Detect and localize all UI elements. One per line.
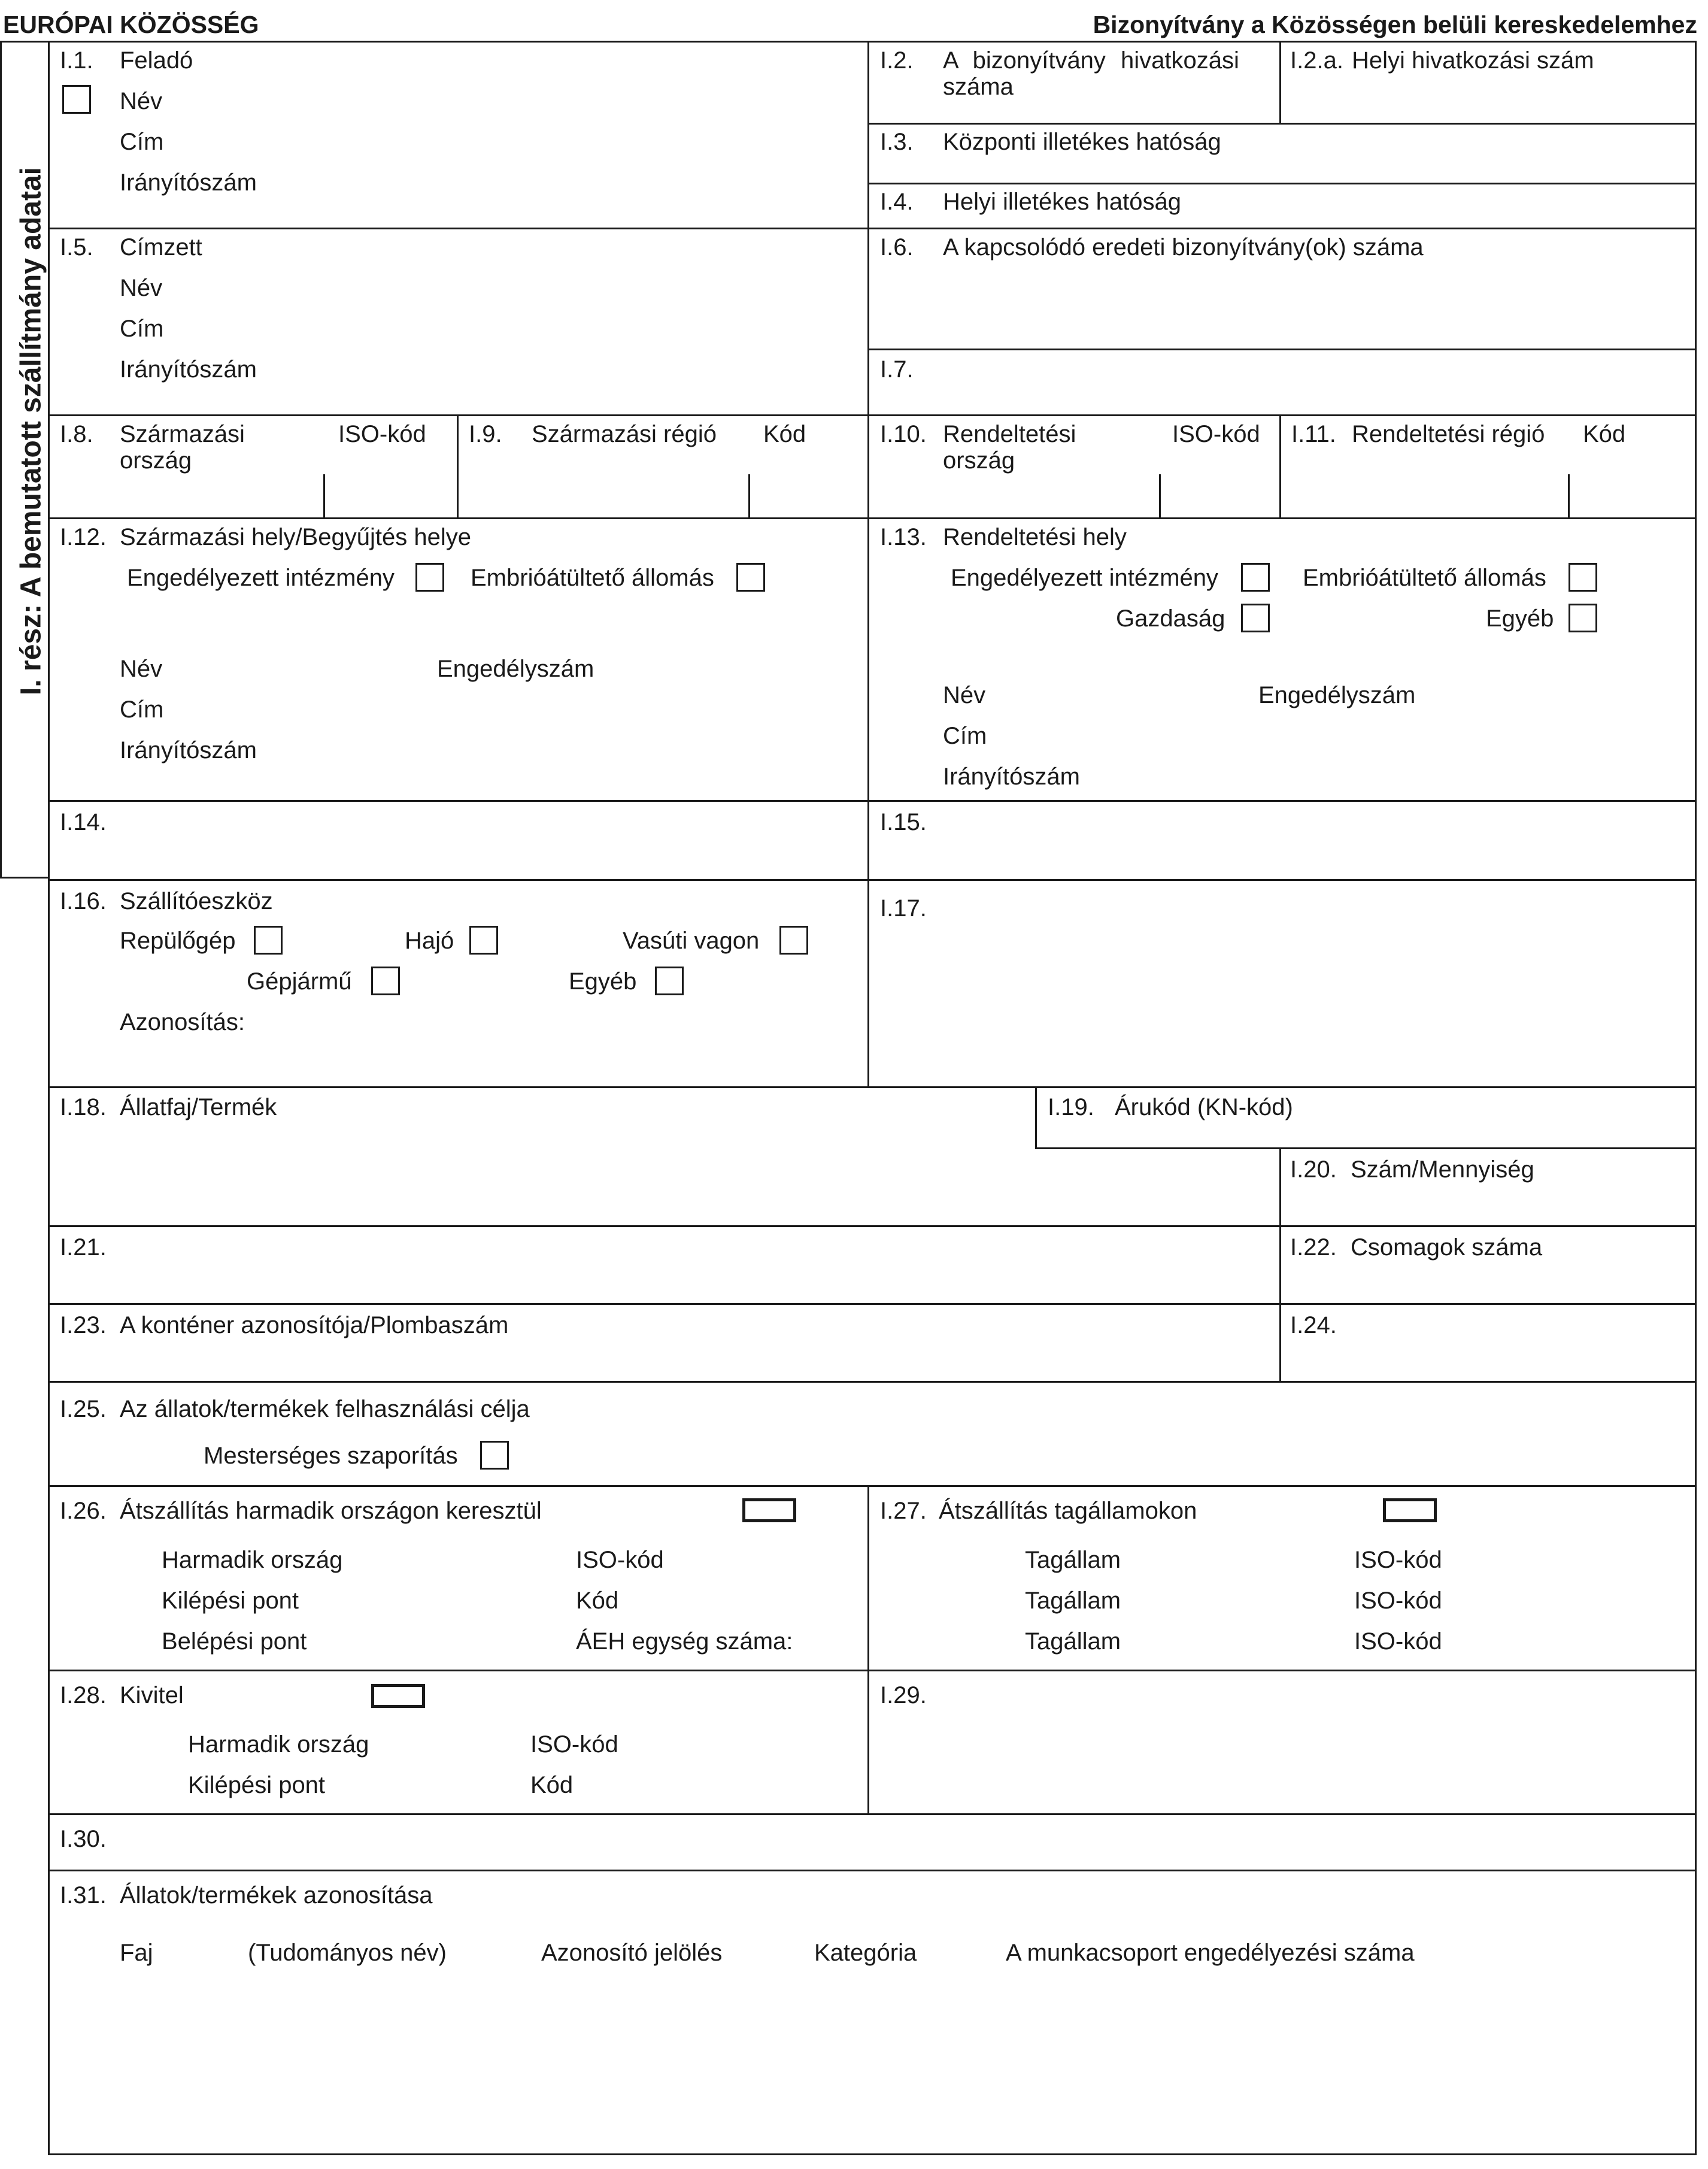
f16-rail-label: Vasúti vagon: [623, 928, 760, 954]
f12-approval-label: Engedélyszám: [437, 656, 594, 682]
f13-embryo-checkbox[interactable]: [1569, 563, 1597, 592]
f25-num: I.25.: [60, 1396, 107, 1422]
f26-iso-label: ISO-kód: [576, 1547, 664, 1573]
f13-address-label: Cím: [943, 723, 987, 749]
f24-num: I.24.: [1290, 1312, 1337, 1338]
f13-other-label: Egyéb: [1486, 605, 1554, 632]
f31-column-identification-mark: Azonosító jelölés: [541, 1940, 723, 1966]
f13-approval-label: Engedélyszám: [1258, 682, 1416, 708]
f7-num: I.7.: [880, 356, 914, 383]
f2-num: I.2.: [880, 47, 914, 74]
f16-plane-label: Repülőgép: [120, 928, 236, 954]
f17-num: I.17.: [880, 895, 927, 922]
f12-embryo-checkbox[interactable]: [736, 563, 765, 592]
f2-title-line2: száma: [943, 74, 1014, 100]
f4-title: Helyi illetékes hatóság: [943, 189, 1181, 215]
f13-approved-checkbox[interactable]: [1241, 563, 1270, 592]
f9-title: Származási régió: [532, 421, 717, 447]
f27-num: I.27.: [880, 1498, 927, 1524]
f4-num: I.4.: [880, 189, 914, 215]
f5-title: Címzett: [120, 234, 202, 260]
f2a-num: I.2.a.: [1290, 47, 1343, 74]
f13-other-checkbox[interactable]: [1569, 604, 1597, 632]
f3-title: Központi illetékes hatóság: [943, 129, 1221, 155]
f10-title-line1: Rendeltetési: [943, 421, 1076, 447]
f13-approved-label: Engedélyezett intézmény: [951, 565, 1218, 591]
f16-ship-checkbox[interactable]: [469, 926, 498, 955]
f12-embryo-label: Embrióátültető állomás: [471, 565, 714, 591]
f26-country-label: Harmadik ország: [162, 1547, 343, 1573]
f28-iso-label: ISO-kód: [530, 1731, 618, 1758]
f11-num: I.11.: [1291, 421, 1336, 447]
f10-code-label: ISO-kód: [1172, 421, 1260, 447]
f27-iso1-label: ISO-kód: [1354, 1547, 1442, 1573]
f28-checkbox[interactable]: [371, 1684, 425, 1708]
f28-num: I.28.: [60, 1682, 107, 1708]
f8-num: I.8.: [60, 421, 93, 447]
f8-title-line1: Származási: [120, 421, 245, 447]
f8-title-line2: ország: [120, 447, 192, 474]
f10-num: I.10.: [880, 421, 927, 447]
f11-code-label: Kód: [1583, 421, 1626, 447]
f28-code-label: Kód: [530, 1772, 574, 1798]
f12-approved-label: Engedélyezett intézmény: [127, 565, 395, 591]
f8-code-label: ISO-kód: [338, 421, 426, 447]
f5-name-label: Név: [120, 275, 163, 301]
f5-zip-label: Irányítószám: [120, 356, 257, 383]
f13-embryo-label: Embrióátültető állomás: [1303, 565, 1546, 591]
f25-option-checkbox[interactable]: [480, 1441, 509, 1470]
f28-country-label: Harmadik ország: [188, 1731, 369, 1758]
f27-iso3-label: ISO-kód: [1354, 1628, 1442, 1655]
f31-num: I.31.: [60, 1882, 107, 1909]
side-label: I. rész: A bemutatott szállítmány adatai: [15, 167, 47, 695]
f27-title: Átszállítás tagállamokon: [939, 1498, 1197, 1524]
f16-ident-label: Azonosítás:: [120, 1009, 245, 1035]
header-right: Bizonyítvány a Közösségen belüli kereskedelemhez: [1093, 11, 1697, 38]
header-left: EURÓPAI KÖZÖSSÉG: [3, 11, 259, 38]
f29-num: I.29.: [880, 1682, 927, 1708]
f12-address-label: Cím: [120, 696, 164, 723]
f16-other-checkbox[interactable]: [655, 967, 684, 995]
f16-vehicle-checkbox[interactable]: [371, 967, 400, 995]
f12-name-label: Név: [120, 656, 163, 682]
f27-checkbox[interactable]: [1383, 1498, 1437, 1522]
f6-num: I.6.: [880, 234, 914, 260]
f13-zip-label: Irányítószám: [943, 764, 1080, 790]
f13-title: Rendeltetési hely: [943, 524, 1127, 550]
f11-title: Rendeltetési régió: [1352, 421, 1545, 447]
f1-title: Feladó: [120, 47, 193, 74]
f12-approved-checkbox[interactable]: [415, 563, 444, 592]
f22-title: Csomagok száma: [1351, 1234, 1543, 1261]
f19-title: Árukód (KN-kód): [1115, 1094, 1293, 1120]
f18-num: I.18.: [60, 1094, 107, 1120]
f16-title: Szállítóeszköz: [120, 888, 273, 914]
f27-iso2-label: ISO-kód: [1354, 1588, 1442, 1614]
f5-num: I.5.: [60, 234, 93, 260]
f23-title: A konténer azonosítója/Plombaszám: [120, 1312, 509, 1338]
f16-plane-checkbox[interactable]: [254, 926, 283, 955]
f13-holding-checkbox[interactable]: [1241, 604, 1270, 632]
f27-ms1-label: Tagállam: [1025, 1547, 1121, 1573]
f2-title-line1: A bizonyítvány hivatkozási: [943, 47, 1239, 74]
f16-ship-label: Hajó: [405, 928, 454, 954]
f3-num: I.3.: [880, 129, 914, 155]
f16-rail-checkbox[interactable]: [779, 926, 808, 955]
f9-num: I.9.: [469, 421, 502, 447]
f26-entry-label: Belépési pont: [162, 1628, 307, 1655]
f26-exit-label: Kilépési pont: [162, 1588, 299, 1614]
f26-code-label: Kód: [576, 1588, 619, 1614]
f2a-title: Helyi hivatkozási szám: [1352, 47, 1594, 74]
f20-title: Szám/Mennyiség: [1351, 1156, 1534, 1183]
f18-title: Állatfaj/Termék: [120, 1094, 277, 1120]
f12-zip-label: Irányítószám: [120, 737, 257, 764]
f25-option-label: Mesterséges szaporítás: [204, 1443, 458, 1469]
f19-num: I.19.: [1048, 1094, 1094, 1120]
f20-num: I.20.: [1290, 1156, 1337, 1183]
f28-title: Kivitel: [120, 1682, 184, 1708]
f12-num: I.12.: [60, 524, 107, 550]
f1-address-label: Cím: [120, 129, 164, 155]
f31-title: Állatok/termékek azonosítása: [120, 1882, 433, 1909]
f6-title: A kapcsolódó eredeti bizonyítvány(ok) száma: [943, 234, 1424, 260]
f22-num: I.22.: [1290, 1234, 1337, 1261]
f1-name-label: Név: [120, 88, 163, 114]
f14-num: I.14.: [60, 809, 107, 835]
f16-vehicle-label: Gépjármű: [247, 968, 352, 995]
f16-num: I.16.: [60, 888, 107, 914]
f31-column-scientific-name: (Tudományos név): [248, 1940, 447, 1966]
f13-num: I.13.: [880, 524, 927, 550]
f10-title-line2: ország: [943, 447, 1015, 474]
f1-zip-label: Irányítószám: [120, 169, 257, 196]
f31-column-category: Kategória: [814, 1940, 917, 1966]
f16-other-label: Egyéb: [569, 968, 637, 995]
f1-checkbox[interactable]: [62, 85, 91, 114]
f9-code-label: Kód: [763, 421, 806, 447]
f30-num: I.30.: [60, 1826, 107, 1852]
f28-exit-label: Kilépési pont: [188, 1772, 326, 1798]
f23-num: I.23.: [60, 1312, 107, 1338]
f26-num: I.26.: [60, 1498, 107, 1524]
f26-title: Átszállítás harmadik országon keresztül: [120, 1498, 542, 1524]
f13-holding-label: Gazdaság: [1116, 605, 1225, 632]
f13-name-label: Név: [943, 682, 986, 708]
f25-title: Az állatok/termékek felhasználási célja: [120, 1396, 530, 1422]
f26-unit-label: ÁEH egység száma:: [576, 1628, 793, 1655]
f15-num: I.15.: [880, 809, 927, 835]
f27-ms3-label: Tagállam: [1025, 1628, 1121, 1655]
f27-ms2-label: Tagállam: [1025, 1588, 1121, 1614]
f12-title: Származási hely/Begyűjtés helye: [120, 524, 471, 550]
f26-checkbox[interactable]: [742, 1498, 796, 1522]
f21-num: I.21.: [60, 1234, 107, 1261]
f31-column-species: Faj: [120, 1940, 153, 1966]
f5-address-label: Cím: [120, 316, 164, 342]
f31-column-team-approval: A munkacsoport engedélyezési száma: [1006, 1940, 1415, 1966]
f1-num: I.1.: [60, 47, 93, 74]
